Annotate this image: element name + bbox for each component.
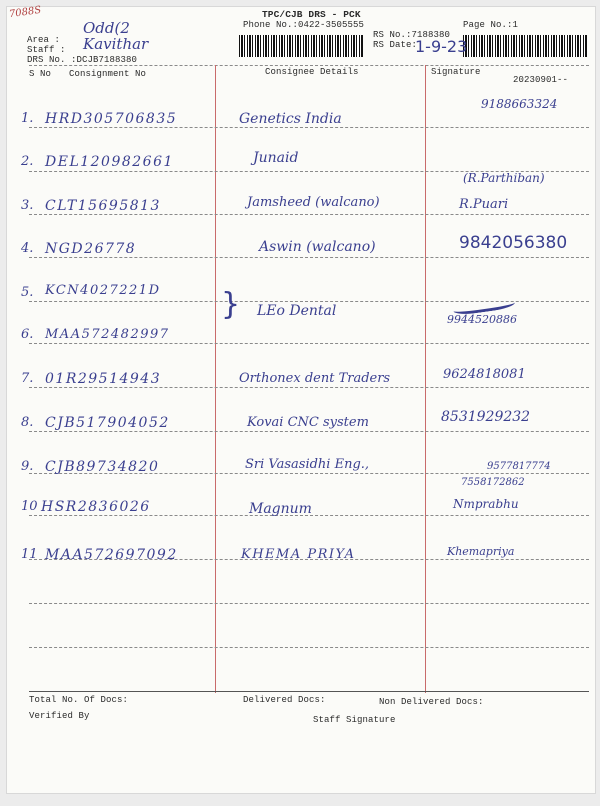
row-10-consignment: HSR2836026	[41, 499, 151, 515]
row-1-signature: 9188663324	[481, 97, 558, 111]
page-number: Page No.:1	[463, 20, 519, 30]
row-11-number: 11	[21, 547, 38, 562]
row-10-consignee: Magnum	[249, 501, 312, 517]
total-docs-label: Total No. Of Docs:	[29, 695, 129, 705]
column-divider-1	[215, 65, 216, 693]
row-6-number: 6.	[21, 327, 34, 342]
rs-date-label: RS Date:	[373, 40, 418, 50]
staff-value: Kavithar	[83, 35, 149, 53]
row-rule	[29, 431, 589, 432]
date-stamp: 20230901--	[513, 75, 569, 85]
area-value: Odd(2	[83, 19, 130, 37]
row-10-number: 10	[21, 499, 38, 514]
phone-number: Phone No.:0422-3505555	[243, 20, 365, 30]
row-rule	[29, 257, 589, 258]
row-1-consignment: HRD305706835	[45, 111, 178, 127]
row-1-number: 1.	[21, 111, 34, 126]
row-9-signature-top: 9577817774	[487, 461, 551, 472]
row-2-consignment: DEL120982661	[45, 154, 174, 170]
row-8-consignment: CJB517904052	[45, 415, 170, 431]
row-7-consignee: Orthonex dent Traders	[239, 371, 391, 386]
row-rule	[29, 343, 589, 344]
row-8-number: 8.	[21, 415, 34, 430]
row-8-signature: 8531929232	[441, 409, 531, 425]
staff-label: Staff :	[27, 45, 66, 55]
corner-note: 7088S	[8, 4, 42, 21]
row-rule	[29, 214, 589, 215]
row-7-number: 7.	[21, 371, 34, 386]
row-11-consignment: MAA572697092	[45, 547, 178, 563]
non-delivered-docs-label: Non Delivered Docs:	[379, 697, 484, 707]
column-divider-2	[425, 65, 426, 693]
row-6-signature: 9944520886	[447, 313, 517, 326]
row-10-signature: Nmprabhu	[453, 497, 519, 511]
row-9-consignee: Sri Vasasidhi Eng.,	[245, 457, 370, 472]
verified-by-label: Verified By	[29, 711, 90, 721]
footer-rule	[29, 691, 589, 692]
row-4-number: 4.	[21, 241, 34, 256]
row-3-consignee: Jamsheed (walcano)	[247, 195, 380, 210]
row-rule	[29, 603, 589, 604]
row-7-signature: 9624818081	[443, 367, 526, 382]
row-9-number: 9.	[21, 459, 34, 474]
row-8-consignee: Kovai CNC system	[247, 415, 369, 430]
row-9-signature: 7558172862	[461, 477, 525, 488]
row-3-number: 3.	[21, 198, 34, 213]
staff-signature-label: Staff Signature	[313, 715, 396, 725]
col-sno: S No	[29, 69, 52, 79]
header-rule-top	[29, 65, 589, 66]
delivered-docs-label: Delivered Docs:	[243, 695, 326, 705]
row-rule	[29, 647, 589, 648]
brace-group-icon: }	[221, 287, 241, 322]
row-5-consignment: KCN4027221D	[45, 283, 161, 298]
row-2-signature: (R.Parthiban)	[463, 171, 545, 185]
drs-sheet	[6, 6, 596, 794]
row-rule	[29, 387, 589, 388]
barcode-right	[463, 35, 587, 57]
row-2-number: 2.	[21, 154, 34, 169]
row-5-number: 5.	[21, 285, 34, 300]
row-1-consignee: Genetics India	[239, 111, 342, 127]
row-11-signature: Khemapriya	[447, 545, 515, 558]
rs-number: RS No.:7188380	[373, 30, 451, 40]
row-4-consignment: NGD26778	[45, 241, 137, 257]
row-6-consignee: LEo Dental	[257, 303, 337, 319]
drs-number: DRS No. :DCJB7188380	[27, 55, 138, 65]
col-signature: Signature	[431, 67, 481, 77]
row-rule	[29, 127, 589, 128]
row-9-consignment: CJB89734820	[45, 459, 160, 475]
rs-date-value: 1-9-23	[415, 37, 468, 56]
col-details: Consignee Details	[265, 67, 359, 77]
row-3-signature: R.Puari	[459, 197, 509, 212]
row-7-consignment: 01R29514943	[45, 371, 162, 387]
row-4-consignee: Aswin (walcano)	[259, 239, 376, 255]
row-6-consignment: MAA572482997	[45, 327, 170, 342]
barcode-left	[239, 35, 363, 57]
row-4-signature: 9842056380	[459, 233, 568, 253]
col-consignment: Consignment No	[69, 69, 147, 79]
doc-title: TPC/CJB DRS - PCK	[262, 9, 361, 20]
area-label: Area :	[27, 35, 61, 45]
row-2-consignee: Junaid	[253, 150, 299, 166]
row-11-consignee: KHEMA PRIYA	[241, 547, 356, 562]
row-3-consignment: CLT15695813	[45, 198, 161, 214]
